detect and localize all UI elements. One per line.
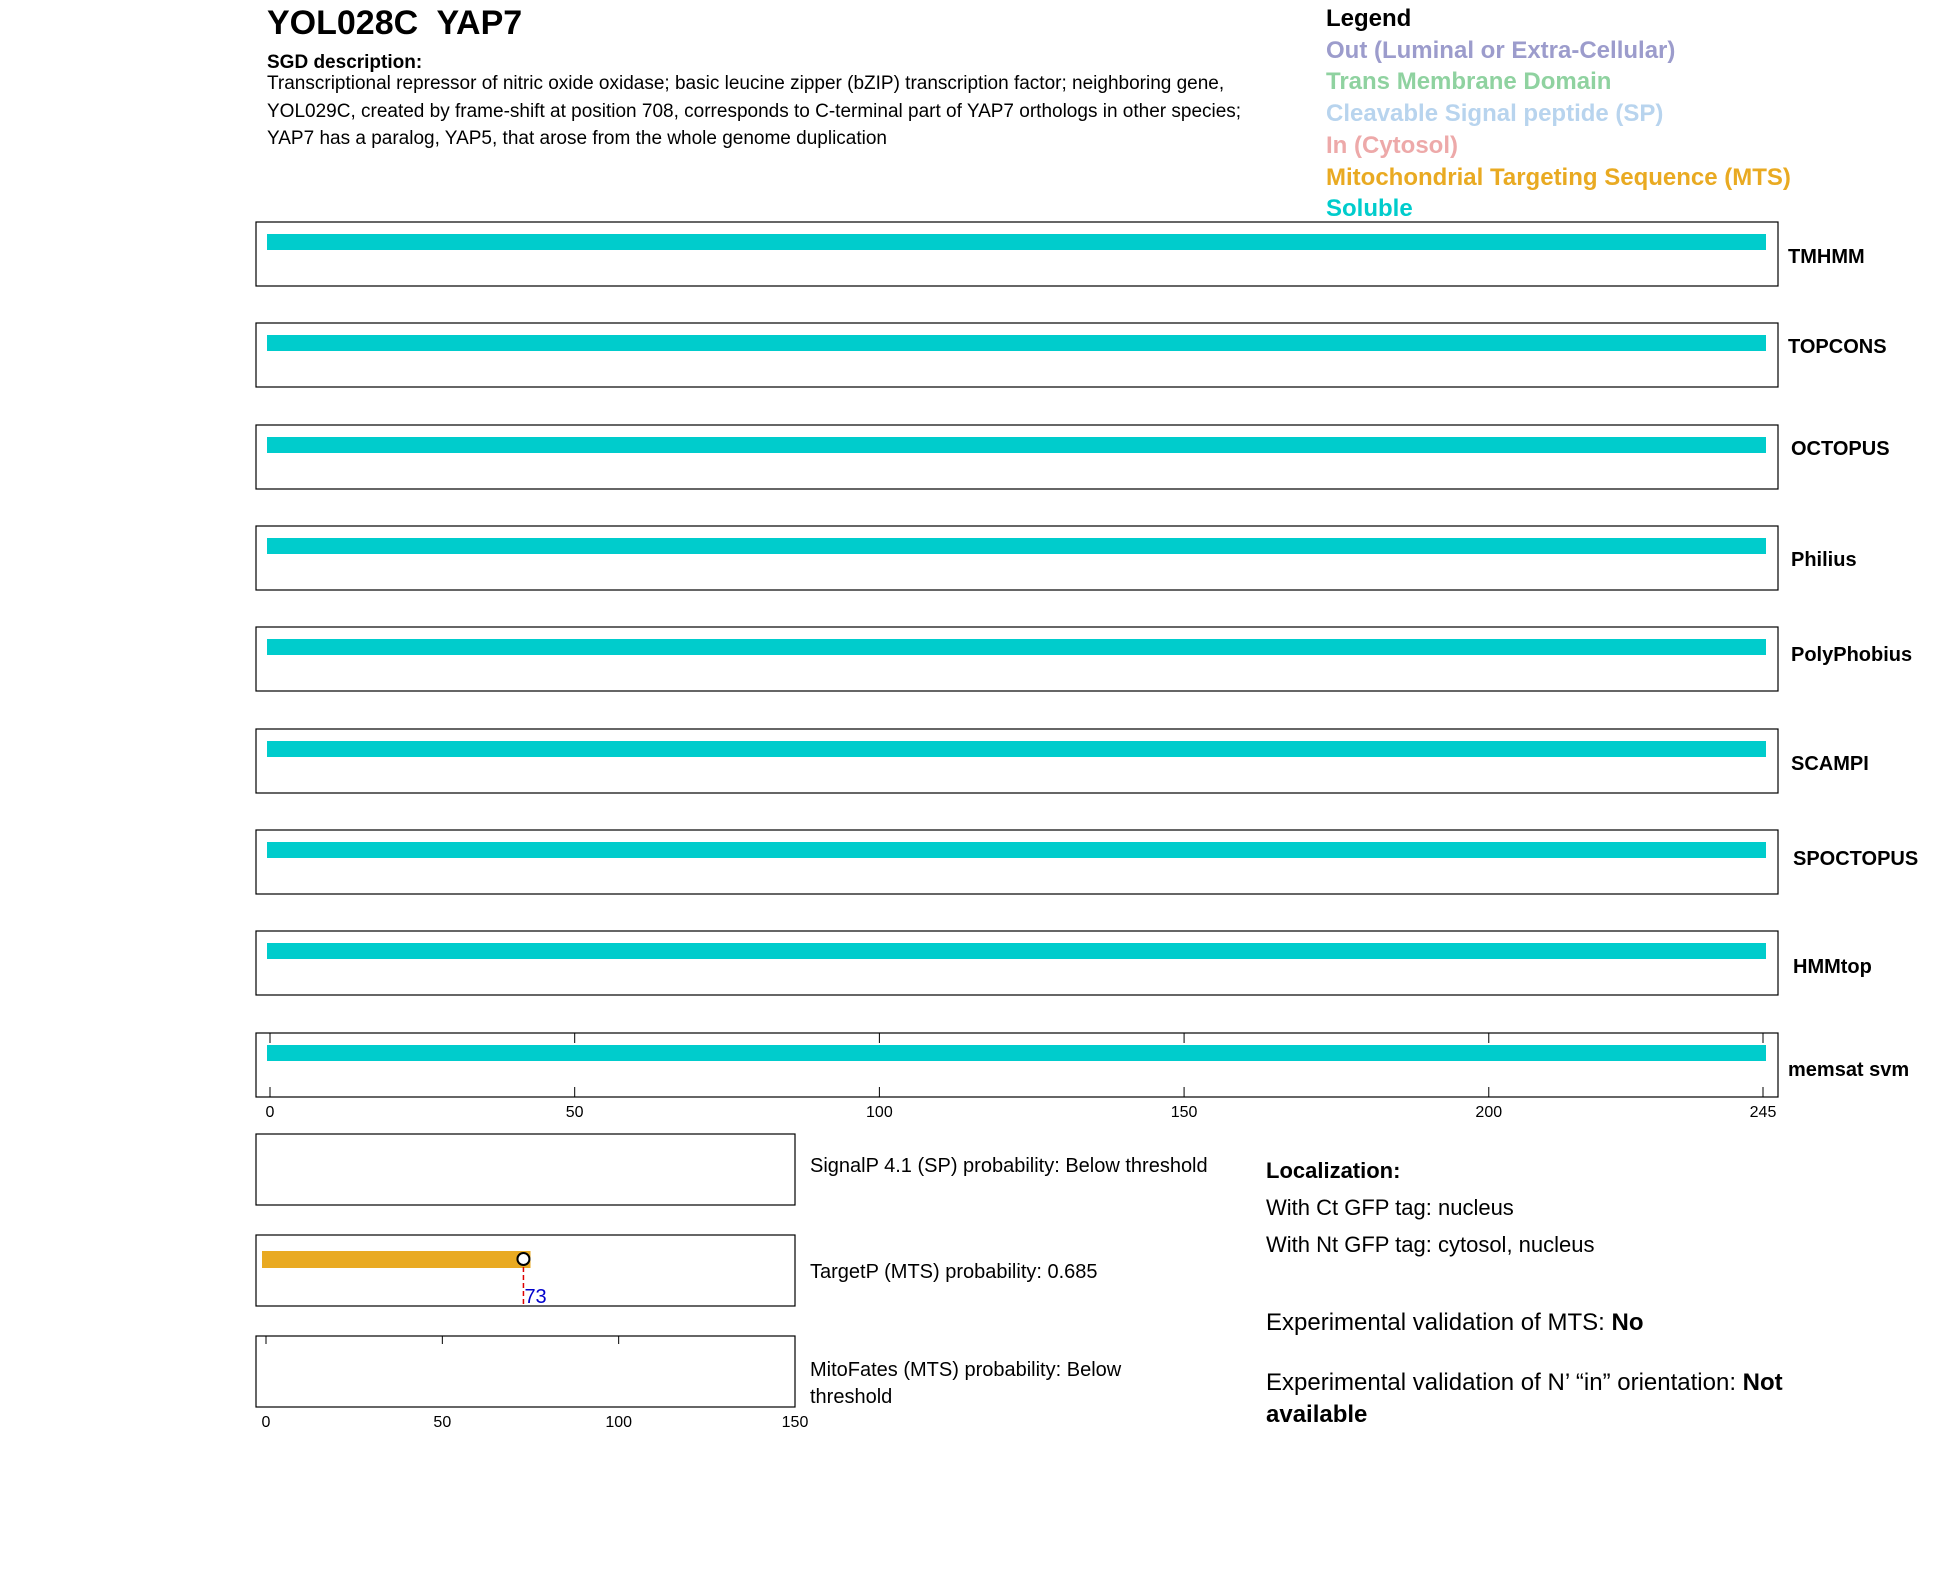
signal-label: TargetP (MTS) probability: 0.685	[810, 1261, 1098, 1283]
localization-block	[1266, 1152, 1595, 1263]
axis-tick-label: 0	[265, 1104, 275, 1121]
mts-segment	[262, 1251, 531, 1268]
sgd-description-text: Transcriptional repressor of nitric oxide oxidase; basic leucine zipper (bZIP) transcription factor; neighboring gene, YOL029C, created by frame-shift at position 708, corresponds to C-terminal part of YAP7 orthologs in other species; YAP7 has a paralog, YAP5, that arose from the whole genome duplication	[267, 73, 1242, 149]
axis-tick-label: 0	[261, 1414, 271, 1431]
axis-tick-label: 50	[565, 1104, 584, 1121]
predictor-panel	[256, 627, 1778, 691]
localization-title: Localization:	[1266, 1158, 1401, 1183]
legend-item-in: In (Cytosol)	[1326, 132, 1458, 159]
localization-ct: With Ct GFP tag: nucleus	[1266, 1195, 1514, 1220]
signal-panel	[256, 1336, 795, 1407]
soluble-segment	[267, 741, 1766, 757]
predictor-panel	[256, 526, 1778, 590]
predictor-panel	[256, 830, 1778, 894]
axis-tick-label: 150	[1170, 1104, 1198, 1121]
signal-label: SignalP 4.1 (SP) probability: Below threshold	[810, 1155, 1208, 1177]
predictor-label: SPOCTOPUS	[1793, 848, 1919, 870]
legend-title: Legend	[1326, 5, 1412, 32]
predictor-label: memsat svm	[1788, 1059, 1910, 1081]
axis-tick-label: 245	[1749, 1104, 1777, 1121]
predictor-panel	[256, 1033, 1778, 1097]
predictor-label: HMMtop	[1793, 956, 1872, 978]
localization-nt: With Nt GFP tag: cytosol, nucleus	[1266, 1232, 1595, 1257]
predictor-label: OCTOPUS	[1791, 438, 1890, 460]
legend-item-soluble: Soluble	[1326, 195, 1413, 222]
predictor-label: TMHMM	[1788, 246, 1865, 268]
signal-panel	[256, 1134, 795, 1205]
cleavage-label: 73	[524, 1286, 547, 1308]
axis-tick-label: 50	[433, 1414, 452, 1431]
validation-orientation	[1266, 1367, 1866, 1431]
predictor-label: SCAMPI	[1791, 753, 1869, 775]
legend-item-mts: Mitochondrial Targeting Sequence (MTS)	[1326, 164, 1791, 191]
legend-item-sp: Cleavable Signal peptide (SP)	[1326, 100, 1664, 127]
soluble-segment	[267, 842, 1766, 858]
signal-label: threshold	[810, 1386, 893, 1408]
predictor-panel	[256, 425, 1778, 489]
axis-tick-label: 200	[1475, 1104, 1503, 1121]
predictor-label: TOPCONS	[1788, 336, 1887, 358]
soluble-segment	[267, 437, 1766, 453]
soluble-segment	[267, 335, 1766, 351]
axis-tick-label: 100	[605, 1414, 633, 1431]
predictor-label: Philius	[1791, 549, 1857, 571]
predictor-panel	[256, 729, 1778, 793]
sgd-description-label: SGD description:	[267, 52, 423, 73]
axis-tick-label: 150	[781, 1414, 809, 1431]
legend-item-out: Out (Luminal or Extra-Cellular)	[1326, 37, 1676, 64]
cleavage-marker	[517, 1253, 529, 1265]
soluble-segment	[267, 234, 1766, 250]
predictor-panel	[256, 931, 1778, 995]
predictor-panel	[256, 323, 1778, 387]
validation-orientation-label: Experimental validation of N’ “in” orientation:	[1266, 1369, 1743, 1396]
predictor-label: PolyPhobius	[1791, 644, 1913, 666]
soluble-segment	[267, 1045, 1766, 1061]
axis-tick-label: 100	[866, 1104, 893, 1121]
validation-orientation-value: Not available	[1266, 1369, 1783, 1428]
validation-mts-label: Experimental validation of MTS:	[1266, 1309, 1612, 1336]
predictor-panel	[256, 222, 1778, 286]
legend-item-tm: Trans Membrane Domain	[1326, 68, 1612, 95]
validation-mts	[1266, 1307, 1866, 1339]
signal-label: MitoFates (MTS) probability: Below	[810, 1359, 1122, 1381]
signal-chart	[0, 1120, 1260, 1450]
validation-mts-value: No	[1611, 1309, 1644, 1336]
soluble-segment	[267, 943, 1766, 959]
soluble-segment	[267, 639, 1766, 655]
gene-title: YOL028C YAP7	[267, 4, 523, 42]
soluble-segment	[267, 538, 1766, 554]
